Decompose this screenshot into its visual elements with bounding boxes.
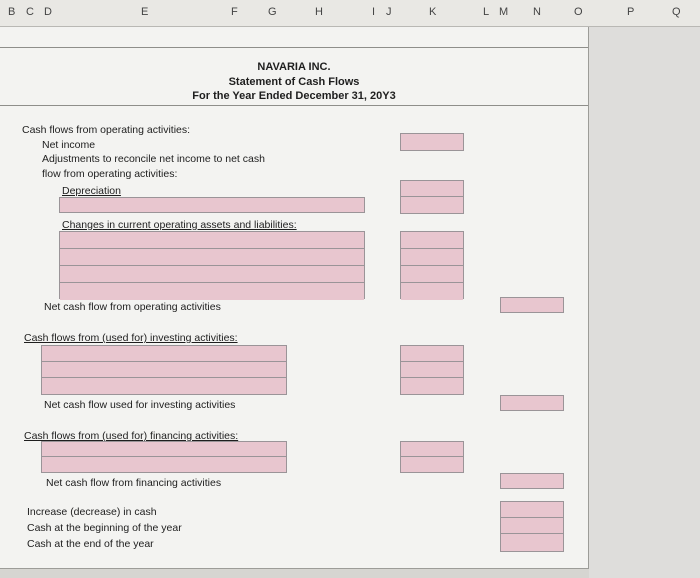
change-amount-input[interactable] (401, 249, 463, 266)
net-investing-label: Net cash flow used for investing activities (44, 399, 236, 411)
financing-row-input[interactable] (42, 442, 286, 457)
depreciation-subtotal-input[interactable] (401, 197, 463, 213)
column-header-q[interactable]: Q (672, 6, 681, 18)
investing-row-input[interactable] (42, 378, 286, 394)
column-header-p[interactable]: P (627, 6, 635, 18)
column-header-m[interactable]: M (499, 6, 509, 18)
company-name: NAVARIA INC. (257, 61, 331, 73)
investing-amount-input[interactable] (401, 378, 463, 394)
title-top-rule (0, 47, 588, 48)
change-amount-input[interactable] (401, 266, 463, 283)
column-header-bar (0, 0, 700, 27)
adjustments-label-1: Adjustments to reconcile net income to net cash (42, 153, 265, 165)
investing-row-input[interactable] (42, 362, 286, 378)
net-investing-input[interactable] (500, 395, 564, 411)
net-income-label: Net income (42, 139, 96, 151)
column-header-c[interactable]: C (26, 6, 34, 18)
column-header-g[interactable]: G (268, 6, 277, 18)
depreciation-amount-inputs (400, 180, 464, 214)
column-header-f[interactable]: F (231, 6, 238, 18)
investing-row-input[interactable] (42, 346, 286, 362)
change-amount-input[interactable] (401, 283, 463, 300)
column-header-e[interactable]: E (141, 6, 149, 18)
change-amount-input[interactable] (401, 232, 463, 249)
column-header-b[interactable]: B (8, 6, 16, 18)
change-row-input[interactable] (60, 266, 364, 283)
net-financing-input[interactable] (500, 473, 564, 489)
depreciation-label: Depreciation (62, 185, 121, 197)
financing-amount-input[interactable] (401, 457, 463, 472)
financing-description-inputs (41, 441, 287, 473)
column-header-o[interactable]: O (574, 6, 583, 18)
change-row-input[interactable] (60, 283, 364, 300)
column-header-d[interactable]: D (44, 6, 52, 18)
net-operating-label: Net cash flow from operating activities (44, 301, 221, 313)
change-row-input[interactable] (60, 249, 364, 266)
investing-amount-inputs (400, 345, 464, 395)
title-bottom-rule (0, 105, 588, 106)
column-header-l[interactable]: L (483, 6, 490, 18)
column-header-j[interactable]: J (386, 6, 392, 18)
statement-title: Statement of Cash Flows (228, 76, 360, 88)
net-financing-label: Net cash flow from financing activities (46, 477, 222, 489)
column-header-k[interactable]: K (429, 6, 437, 18)
statement-period: For the Year Ended December 31, 20Y3 (192, 90, 396, 102)
depreciation-description-input[interactable] (59, 197, 365, 213)
operating-heading: Cash flows from operating activities: (22, 124, 191, 136)
summary-amount-inputs (500, 501, 564, 552)
cash-beginning-input[interactable] (501, 518, 563, 534)
changes-description-inputs (59, 231, 365, 299)
increase-decrease-input[interactable] (501, 502, 563, 518)
change-row-input[interactable] (60, 232, 364, 249)
cash-end-label: Cash at the end of the year (27, 538, 154, 550)
empty-grid-area (589, 27, 700, 578)
column-header-n[interactable]: N (533, 6, 541, 18)
financing-row-input[interactable] (42, 457, 286, 472)
increase-decrease-label: Increase (decrease) in cash (27, 506, 157, 518)
cash-end-input[interactable] (501, 534, 563, 551)
spreadsheet (0, 27, 589, 569)
investing-description-inputs (41, 345, 287, 395)
column-header-i[interactable]: I (372, 6, 376, 18)
changes-amount-inputs (400, 231, 464, 299)
financing-heading: Cash flows from (used for) financing activities: (24, 430, 239, 442)
changes-label: Changes in current operating assets and liabilities: (62, 219, 297, 231)
depreciation-amount-input[interactable] (401, 181, 463, 197)
financing-amount-inputs (400, 441, 464, 473)
investing-heading: Cash flows from (used for) investing activities: (24, 332, 238, 344)
net-income-input[interactable] (400, 133, 464, 151)
column-header-h[interactable]: H (315, 6, 323, 18)
net-operating-input[interactable] (500, 297, 564, 313)
investing-amount-input[interactable] (401, 346, 463, 362)
adjustments-label-2: flow from operating activities: (42, 168, 178, 180)
financing-amount-input[interactable] (401, 442, 463, 457)
cash-beginning-label: Cash at the beginning of the year (27, 522, 182, 534)
investing-amount-input[interactable] (401, 362, 463, 378)
